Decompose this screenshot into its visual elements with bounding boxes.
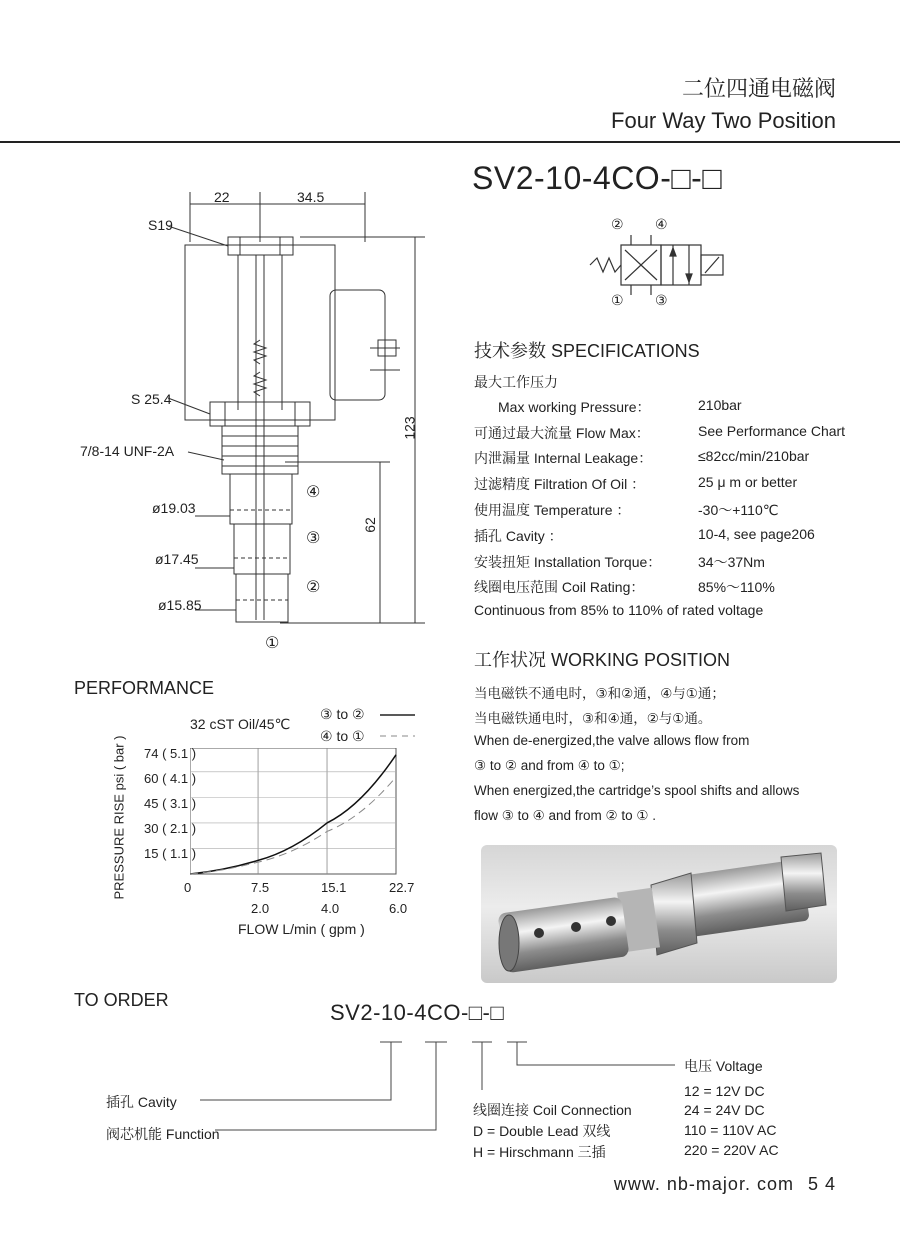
x-tick-gpm: 6.0 — [389, 901, 408, 916]
spec-value: 85%～110% — [698, 579, 775, 595]
oil-note: 32 cST Oil/45℃ — [190, 716, 291, 732]
spec-row — [474, 577, 874, 597]
working-line: 当电磁铁通电时，③和④通，②与①通。 — [474, 711, 712, 726]
label-s19: S19 — [148, 217, 173, 233]
series-line-2 — [190, 777, 396, 874]
chart-frame — [190, 748, 396, 874]
spec-value: 25 μ m or better — [698, 474, 798, 490]
spec-value: 10-4, see page206 — [698, 526, 815, 542]
label-d19: ø19.03 — [152, 500, 196, 516]
footer-site[interactable]: www. nb-major. com — [613, 1174, 794, 1194]
port-4-label: ④ — [306, 484, 321, 501]
specifications-title: 技术参数 SPECIFICATIONS — [474, 341, 700, 361]
spec-pressure-cn: 最大工作压力 — [474, 374, 558, 390]
order-coil-h: H = Hirschmann 三插 — [473, 1144, 606, 1160]
x-axis-label: FLOW L/min ( gpm ) — [238, 921, 365, 937]
y-tick: 60 ( 4.1 ) — [144, 771, 197, 786]
header-rule — [0, 141, 900, 143]
valve-drawing — [60, 180, 440, 660]
x-tick-lpm: 22.7 — [389, 880, 415, 895]
order-coil-d: D = Double Lead 双线 — [473, 1123, 611, 1139]
performance-title: PERFORMANCE — [74, 678, 215, 698]
footer-page: 5 4 — [807, 1174, 836, 1194]
spec-note: Continuous from 85% to 110% of rated voltage — [474, 602, 764, 618]
x-tick-lpm: 15.1 — [321, 880, 347, 895]
spec-value: See Performance Chart — [698, 423, 846, 439]
legend-a: ③ to ② — [320, 706, 365, 722]
dim-123: 123 — [401, 416, 418, 440]
order-voltage-row: 220 = 220V AC — [684, 1142, 779, 1158]
spec-row — [474, 474, 874, 494]
order-voltage-row: 24 = 24V DC — [684, 1102, 765, 1118]
symbol-port-3: ③ — [655, 292, 668, 308]
y-tick: 74 ( 5.1 ) — [144, 746, 197, 761]
working-line: When de-energized,the valve allows flow from — [474, 733, 750, 748]
y-tick: 45 ( 3.1 ) — [144, 796, 197, 811]
spec-key: 插孔 Cavity ： — [474, 528, 563, 544]
hydraulic-symbol — [585, 230, 745, 300]
series-line-1 — [190, 755, 396, 874]
spec-key: 内泄漏量 Internal Leakage： — [474, 450, 653, 466]
port-3-label: ③ — [306, 530, 321, 547]
symbol-port-4: ④ — [655, 216, 668, 232]
spec-value: 34～37Nm — [698, 554, 765, 570]
spec-key: 使用温度 Temperature ： — [474, 502, 631, 518]
spec-row — [474, 500, 874, 520]
order-voltage-title: 电压 Voltage — [684, 1058, 763, 1074]
port-1-label: ① — [265, 635, 280, 652]
product-photo — [481, 845, 837, 983]
order-function: 阀芯机能 Function — [106, 1126, 220, 1142]
spec-value: 210bar — [698, 397, 742, 413]
header-title-en: Four Way Two Position — [611, 108, 836, 133]
spec-key: Max working Pressure： — [498, 399, 651, 415]
x-tick-lpm: 7.5 — [251, 880, 270, 895]
working-line: 当电磁铁不通电时，③和②通，④与①通； — [474, 686, 725, 701]
order-cavity: 插孔 Cavity — [106, 1094, 177, 1110]
symbol-port-1: ① — [611, 292, 624, 308]
spec-row — [474, 397, 874, 417]
dim-22: 22 — [214, 189, 230, 205]
dim-62: 62 — [361, 517, 378, 533]
spec-value: -30～+110℃ — [698, 502, 779, 518]
y-axis-label: PRESSURE RISE psi ( bar ) — [111, 735, 127, 900]
port-2-label: ② — [306, 579, 321, 596]
working-position-title: 工作状况 WORKING POSITION — [474, 650, 731, 670]
order-voltage-row: 110 = 110V AC — [684, 1122, 777, 1138]
order-coil-title: 线圈连接 Coil Connection — [473, 1102, 632, 1118]
header-title-cn: 二位四通电磁阀 — [681, 77, 836, 102]
footer — [614, 1174, 836, 1195]
working-line: flow ③ to ④ and from ② to ① . — [474, 808, 656, 823]
working-line: ③ to ② and from ④ to ①; — [474, 758, 625, 773]
working-line: When energized,the cartridge’s spool shifts and allows — [474, 783, 800, 798]
cartridge-image — [481, 845, 837, 983]
label-s25-4: S 25.4 — [131, 391, 172, 407]
x-tick-gpm: 2.0 — [251, 901, 270, 916]
symbol-port-2: ② — [611, 216, 624, 232]
spec-key: 过滤精度 Filtration Of Oil ： — [474, 476, 646, 492]
y-tick: 30 ( 2.1 ) — [144, 821, 197, 836]
spec-key: 可通过最大流量 Flow Max： — [474, 425, 650, 441]
spec-row — [474, 552, 874, 572]
order-voltage-row: 12 = 12V DC — [684, 1083, 765, 1099]
label-thread: 7/8-14 UNF-2A — [80, 443, 175, 459]
spec-value: ≤82cc/min/210bar — [698, 448, 810, 464]
x-tick-gpm: 4.0 — [321, 901, 340, 916]
spec-key: 安装扭矩 Installation Torque： — [474, 554, 662, 570]
dim-34-5: 34.5 — [297, 189, 325, 205]
spec-key: 线圈电压范围 Coil Rating： — [474, 579, 645, 595]
order-model: SV2-10-4CO-□-□ — [330, 1000, 505, 1025]
spec-row — [474, 526, 874, 546]
performance-chart — [190, 748, 400, 878]
spec-row — [474, 448, 874, 468]
label-d15: ø15.85 — [158, 597, 202, 613]
label-d17: ø17.45 — [155, 551, 199, 567]
x-tick-lpm: 0 — [184, 880, 192, 895]
legend-b: ④ to ① — [320, 728, 365, 744]
legend-lines — [370, 708, 420, 738]
spec-row — [474, 423, 874, 443]
model-number: SV2-10-4CO-□-□ — [472, 160, 723, 196]
y-tick: 15 ( 1.1 ) — [144, 846, 197, 861]
to-order-title: TO ORDER — [74, 990, 169, 1010]
